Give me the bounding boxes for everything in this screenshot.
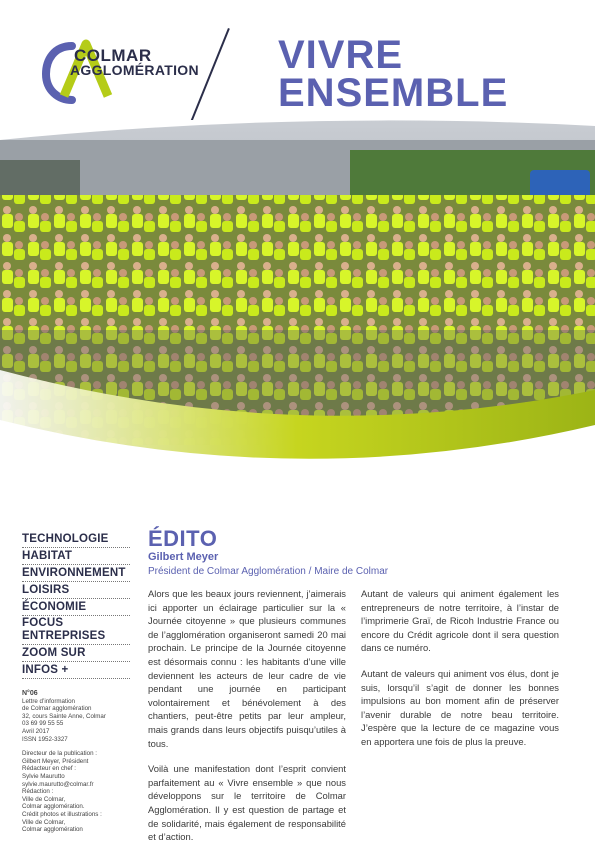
edito-column-2 [361,587,559,761]
nav-item-zoom-sur[interactable]: ZOOM SUR [22,645,130,662]
title-line-2: ENSEMBLE [278,71,509,115]
credit-line: Gilbert Meyer, Président [22,757,89,765]
nav-item-infos[interactable]: INFOS + [22,662,130,679]
logo-line-2: AGGLOMÉRATION [70,62,199,78]
edito-author-role: Président de Colmar Agglomération / Maire de Colmar [148,566,389,577]
nav-item-habitat[interactable]: HABITAT [22,548,130,565]
colophon [22,690,137,834]
credit-line: Colmar agglomération [22,826,83,834]
section-nav [22,531,130,679]
edito-paragraph: Voilà une manifestation dont l’esprit convient parfaitement au « Vivre ensemble » que nous développons sur le territoire de Colmar Agglomération. Il y est question de partage et de solidarité, mais également de responsabilité et d’action. [148,763,346,843]
nav-item-loisirs[interactable]: LOISIRS [22,582,130,599]
edito-paragraph: Autant de valeurs qui animent également les entrepreneurs de notre territoire, à l’instar de l’imprimerie Graï, de Ricoh Industrie France ou encore du Crédit agricole dont il sera question dans ce numéro. [361,588,559,654]
credit-line: Ville de Colmar, [22,818,66,826]
colophon-line: 32, cours Sainte Anne, Colmar [22,712,106,720]
credit-line: Rédacteur en chef : [22,765,77,773]
credit-line: Sylvie Maurutto [22,772,65,780]
credit-line: Directeur de la publication : [22,750,97,758]
credit-line: Ville de Colmar, [22,795,66,803]
title-line-1: VIVRE [278,33,404,77]
nav-item-environnement[interactable]: ENVIRONNEMENT [22,565,130,582]
colophon-line: Avril 2017 [22,727,50,735]
credit-email[interactable]: sylvie.maurutto@colmar.fr [22,780,94,788]
edito-paragraph: Alors que les beaux jours reviennent, j’aimerais ici apporter un éclairage particulier sur la « Journée citoyenne » que plusieurs communes de l’agglomération organiseront samedi 20 mai prochain. Le principe de la Journée citoyenne est désormais connu : les habitants d’une ville deviennent les acteurs de leur cadre de vie pendant une journée en participant volontairement et bénévolement à des chantiers, peut-être petits par leur ampleur, mais grands dans leurs objectifs puisqu’utiles à tous. [148,588,346,749]
nav-item-focus-entreprises[interactable]: FOCUS ENTREPRISES [22,616,130,645]
colophon-line: Lettre d’information [22,697,75,705]
colophon-line: 03 69 99 55 55 [22,720,64,728]
edito-heading: ÉDITO [148,526,218,551]
group-photo [0,120,595,485]
edito-author: Gilbert Meyer [148,551,219,563]
issue-number: N°06 [22,690,38,697]
credit-line: Crédit photos et illustrations : [22,810,102,818]
logo-line-1: COLMAR [74,46,152,65]
colophon-line: de Colmar agglomération [22,705,92,713]
nav-item-technologie[interactable]: TECHNOLOGIE [22,531,130,548]
credit-line: Rédaction : [22,788,54,796]
nav-item-economie[interactable]: ÉCONOMIE [22,599,130,616]
credit-line: Colmar agglomération. [22,803,85,811]
newsletter-title [278,33,509,115]
edito-column-1 [148,587,346,856]
colophon-line: ISSN 1952-3327 [22,735,68,743]
edito-paragraph: Autant de valeurs qui animent vos élus, dont je suis, lorsqu’il s’agit de donner les bonnes impulsions au bon moment afin de préserver l’avenir durable de notre beau territoire. J’espère que la lecture de ce magazine vous en apportera une fois de plus la preuve. [361,667,559,747]
